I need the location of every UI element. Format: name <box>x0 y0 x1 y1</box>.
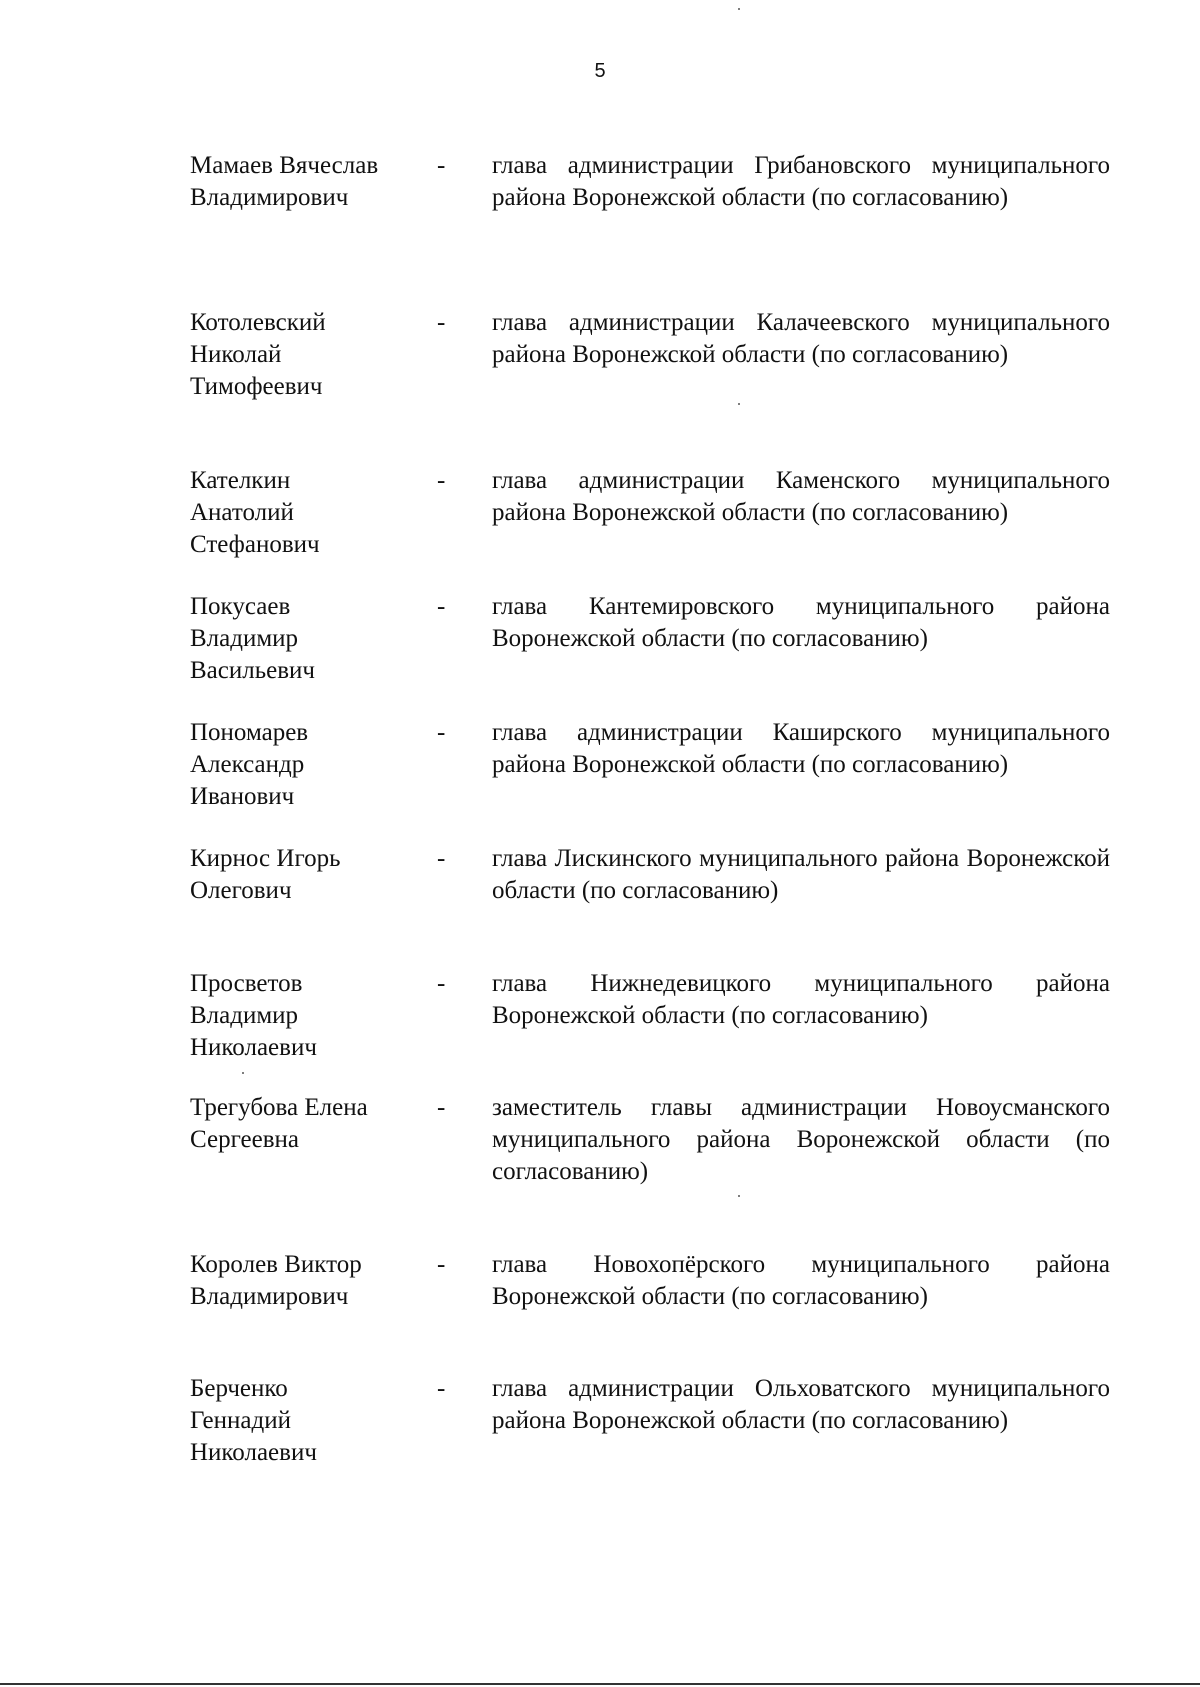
member-name-line: Берченко <box>190 1375 288 1402</box>
member-role: глава Новохопёрского муниципального района Воронежской области (по согласованию) <box>492 1251 1110 1310</box>
member-name-line: Владимирович <box>190 184 349 211</box>
member-name-line: Олегович <box>190 877 292 904</box>
member-name <box>190 1249 420 1313</box>
member-name <box>190 591 420 687</box>
member-role: глава администрации Каменского муниципального района Воронежской области (по согласованию) <box>492 467 1110 526</box>
member-name-line: Александр <box>190 751 305 778</box>
separator-dash: - <box>437 309 446 336</box>
member-name-line: Стефанович <box>190 531 320 558</box>
scan-speck <box>738 8 740 10</box>
member-role: глава администрации Каширского муниципального района Воронежской области (по согласованию) <box>492 719 1110 778</box>
member-role: глава администрации Калачеевского муниципального района Воронежской области (по согласованию) <box>492 309 1110 368</box>
member-name-line: Кирнос Игорь <box>190 845 341 872</box>
member-name <box>190 150 420 214</box>
member-name-line: Николаевич <box>190 1439 317 1466</box>
member-name-line: Николаевич <box>190 1034 317 1061</box>
member-role: глава Лискинского муниципального района Воронежской области (по согласованию) <box>492 845 1110 904</box>
member-name-line: Сергеевна <box>190 1126 299 1153</box>
member-role: глава Кантемировского муниципального района Воронежской области (по согласованию) <box>492 593 1110 652</box>
scan-speck <box>242 1072 244 1074</box>
member-name <box>190 843 420 907</box>
member-name-line: Трегубова Елена <box>190 1094 368 1121</box>
separator-dash: - <box>437 1375 446 1402</box>
member-role: заместитель главы администрации Новоусманского муниципального района Воронежской области (по согласованию) <box>492 1094 1110 1185</box>
member-role: глава Нижнедевицкого муниципального района Воронежской области (по согласованию) <box>492 970 1110 1029</box>
member-name-line: Владимир <box>190 625 299 652</box>
separator-dash: - <box>437 845 446 872</box>
member-name-line: Геннадий <box>190 1407 291 1434</box>
member-name <box>190 968 420 1064</box>
separator-dash: - <box>437 1251 446 1278</box>
member-name-line: Владимир <box>190 1002 299 1029</box>
member-name-line: Котолевский <box>190 309 326 336</box>
member-name-line: Владимирович <box>190 1283 349 1310</box>
member-name-line: Иванович <box>190 783 295 810</box>
scan-speck <box>738 403 740 405</box>
member-name <box>190 465 420 561</box>
separator-dash: - <box>437 1094 446 1121</box>
member-name-line: Просветов <box>190 970 303 997</box>
member-name-line: Мамаев Вячеслав <box>190 152 379 179</box>
member-role: глава администрации Грибановского муниципального района Воронежской области (по согласованию) <box>492 152 1110 211</box>
member-name-line: Анатолий <box>190 499 294 526</box>
member-name-line: Тимофеевич <box>190 373 323 400</box>
separator-dash: - <box>437 467 446 494</box>
member-role: глава администрации Ольховатского муниципального района Воронежской области (по согласованию) <box>492 1375 1110 1434</box>
member-name-line: Пономарев <box>190 719 309 746</box>
separator-dash: - <box>437 593 446 620</box>
separator-dash: - <box>437 970 446 997</box>
page-number: 5 <box>594 60 606 82</box>
member-name <box>190 1373 420 1469</box>
member-name-line: Покусаев <box>190 593 291 620</box>
separator-dash: - <box>437 152 446 179</box>
member-name <box>190 1092 420 1156</box>
member-name-line: Королев Виктор <box>190 1251 362 1278</box>
member-name-line: Николай <box>190 341 282 368</box>
scan-speck <box>738 1195 740 1197</box>
member-name <box>190 307 420 403</box>
member-name-line: Васильевич <box>190 657 315 684</box>
member-name <box>190 717 420 813</box>
page-bottom-edge <box>0 1683 1200 1685</box>
member-name-line: Кателкин <box>190 467 291 494</box>
separator-dash: - <box>437 719 446 746</box>
